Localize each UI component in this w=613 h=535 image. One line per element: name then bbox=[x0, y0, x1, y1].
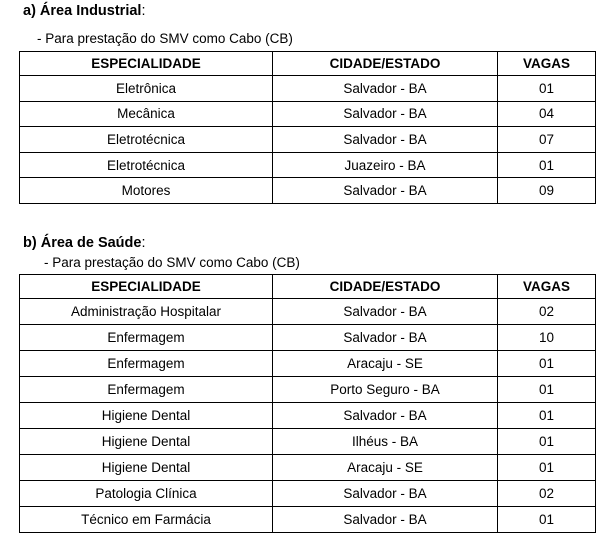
cell-vacancies: 07 bbox=[498, 127, 596, 153]
cell-city-state: Salvador - BA bbox=[273, 325, 498, 351]
table-row bbox=[20, 299, 596, 325]
cell-city-state: Ilhéus - BA bbox=[273, 429, 498, 455]
table-row bbox=[20, 101, 596, 127]
cell-vacancies: 01 bbox=[498, 403, 596, 429]
cell-specialty: Administração Hospitalar bbox=[20, 299, 273, 325]
heading-suffix: : bbox=[141, 3, 146, 19]
table-row bbox=[20, 429, 596, 455]
cell-city-state: Salvador - BA bbox=[273, 403, 498, 429]
header-city-state: CIDADE/ESTADO bbox=[273, 275, 498, 299]
table-row bbox=[20, 127, 596, 153]
cell-city-state: Salvador - BA bbox=[273, 178, 498, 204]
cell-vacancies: 10 bbox=[498, 325, 596, 351]
cell-vacancies: 01 bbox=[498, 507, 596, 533]
heading-suffix: : bbox=[141, 235, 146, 251]
cell-city-state: Salvador - BA bbox=[273, 127, 498, 153]
cell-city-state: Juazeiro - BA bbox=[273, 152, 498, 178]
cell-city-state: Salvador - BA bbox=[273, 101, 498, 127]
section-subtitle-industrial: - Para prestação do SMV como Cabo (CB) bbox=[37, 31, 293, 46]
cell-specialty: Eletrotécnica bbox=[20, 152, 273, 178]
cell-city-state: Salvador - BA bbox=[273, 299, 498, 325]
cell-city-state: Aracaju - SE bbox=[273, 455, 498, 481]
cell-specialty: Eletrônica bbox=[20, 76, 273, 102]
cell-specialty: Enfermagem bbox=[20, 325, 273, 351]
cell-vacancies: 09 bbox=[498, 178, 596, 204]
header-vacancies: VAGAS bbox=[498, 275, 596, 299]
table-row bbox=[20, 325, 596, 351]
table-header-row bbox=[20, 275, 596, 299]
cell-vacancies: 02 bbox=[498, 299, 596, 325]
cell-specialty: Higiene Dental bbox=[20, 455, 273, 481]
section-subtitle-health: - Para prestação do SMV como Cabo (CB) bbox=[44, 255, 300, 270]
vacancies-table-industrial bbox=[19, 51, 596, 204]
table-row bbox=[20, 481, 596, 507]
cell-city-state: Aracaju - SE bbox=[273, 351, 498, 377]
cell-vacancies: 01 bbox=[498, 351, 596, 377]
table-row bbox=[20, 351, 596, 377]
header-specialty: ESPECIALIDADE bbox=[20, 52, 273, 76]
table-row bbox=[20, 455, 596, 481]
cell-specialty: Higiene Dental bbox=[20, 429, 273, 455]
cell-city-state: Porto Seguro - BA bbox=[273, 377, 498, 403]
table-row bbox=[20, 76, 596, 102]
header-specialty: ESPECIALIDADE bbox=[20, 275, 273, 299]
table-row bbox=[20, 377, 596, 403]
cell-vacancies: 01 bbox=[498, 76, 596, 102]
cell-vacancies: 02 bbox=[498, 481, 596, 507]
cell-specialty: Enfermagem bbox=[20, 377, 273, 403]
cell-city-state: Salvador - BA bbox=[273, 507, 498, 533]
table-row bbox=[20, 507, 596, 533]
cell-specialty: Enfermagem bbox=[20, 351, 273, 377]
vacancies-table-health bbox=[19, 274, 596, 533]
section-heading-health bbox=[23, 234, 146, 252]
cell-specialty: Motores bbox=[20, 178, 273, 204]
heading-title: Área de Saúde bbox=[40, 235, 142, 251]
section-heading-industrial bbox=[23, 2, 145, 20]
cell-specialty: Mecânica bbox=[20, 101, 273, 127]
table-row bbox=[20, 403, 596, 429]
cell-specialty: Patologia Clínica bbox=[20, 481, 273, 507]
header-city-state: CIDADE/ESTADO bbox=[273, 52, 498, 76]
heading-title: Área Industrial bbox=[39, 3, 142, 19]
table-row bbox=[20, 152, 596, 178]
header-vacancies: VAGAS bbox=[498, 52, 596, 76]
cell-city-state: Salvador - BA bbox=[273, 76, 498, 102]
cell-vacancies: 01 bbox=[498, 455, 596, 481]
cell-specialty: Eletrotécnica bbox=[20, 127, 273, 153]
heading-prefix: a) bbox=[23, 3, 40, 19]
cell-specialty: Higiene Dental bbox=[20, 403, 273, 429]
cell-vacancies: 04 bbox=[498, 101, 596, 127]
heading-prefix: b) bbox=[23, 235, 41, 251]
cell-specialty: Técnico em Farmácia bbox=[20, 507, 273, 533]
cell-vacancies: 01 bbox=[498, 152, 596, 178]
cell-city-state: Salvador - BA bbox=[273, 481, 498, 507]
table-header-row bbox=[20, 52, 596, 76]
cell-vacancies: 01 bbox=[498, 377, 596, 403]
table-row bbox=[20, 178, 596, 204]
cell-vacancies: 01 bbox=[498, 429, 596, 455]
